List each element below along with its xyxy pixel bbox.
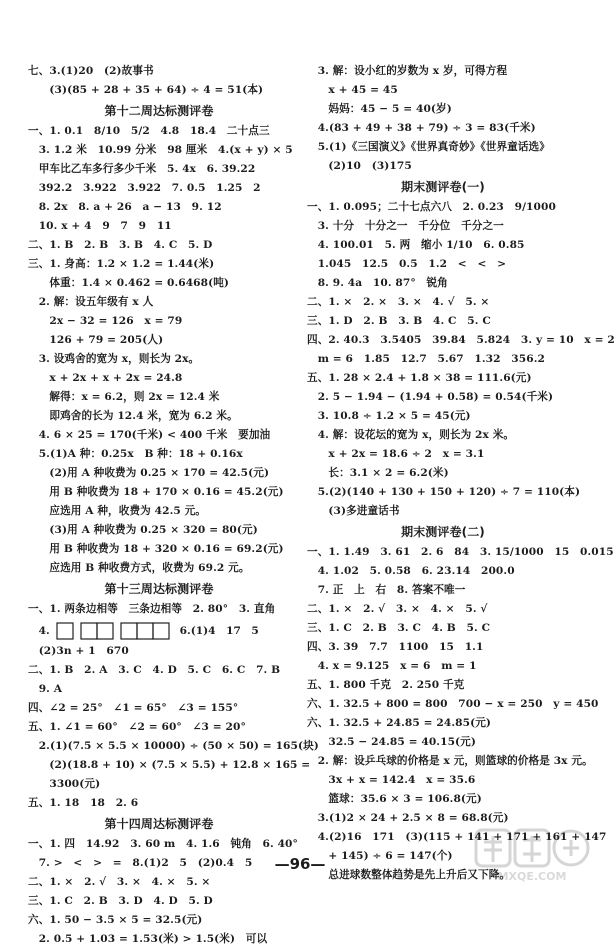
answer-line: 三、1. 身高：1.2 × 1.2 = 1.44(米) — [28, 258, 215, 270]
answer-line: 7. > < > = 8.(1)2 5 (2)0.4 5 — [28, 857, 253, 869]
answer-line: 六、1. 32.5 + 24.85 = 24.85(元) — [307, 717, 492, 729]
watermark-logo — [474, 828, 590, 892]
answer-line: 二、1. × 2. √ 3. × 4. × 5. √ — [307, 603, 488, 615]
answer-line: 392.2 3.922 3.922 7. 0.5 1.25 2 — [28, 182, 261, 194]
answer-line: 六、1. 50 − 3.5 × 5 = 32.5(元) — [28, 914, 203, 926]
answer-line: 体重：1.4 × 0.462 = 0.6468(吨) — [28, 277, 230, 289]
answer-line: 3. 解：设小红的岁数为 x 岁，可得方程 — [307, 65, 508, 77]
shape-answer-line — [28, 619, 290, 642]
section-title: 第十三周达标测评卷 — [104, 582, 214, 596]
answer-line: 4. 1.02 5. 0.58 6. 23.14 200.0 — [307, 565, 515, 577]
answer-line: 即鸡舍的长为 12.4 米，宽为 6.2 米。 — [28, 410, 238, 422]
answer-line: 5.(1)A 种：0.25x B 种：18 + 0.16x — [28, 448, 243, 460]
answer-line: 三、1. C 2. B 3. C 4. B 5. C — [307, 622, 491, 634]
answer-line: 3300(元) — [28, 778, 101, 790]
answer-line: 3x + x = 142.4 x = 35.6 — [307, 774, 476, 786]
answer-line: 2. 解：设乒乓球的价格是 x 元，则篮球的价格是 3x 元。 — [307, 755, 593, 767]
section-title: 第十四周达标测评卷 — [104, 817, 214, 831]
answer-line: 一、1. 四 14.92 3. 60 m 4. 1.6 钝角 6. 40° — [28, 838, 298, 850]
answer-line: 三、1. D 2. B 3. B 4. C 5. C — [307, 315, 491, 327]
answer-line: 一、1. 1.49 3. 61 2. 6 84 3. 15/1000 15 0.015 — [307, 546, 614, 558]
answer-line: 用 B 种收费为 18 + 170 × 0.16 = 45.2(元) — [28, 486, 284, 498]
answer-line: 五、1. 800 千克 2. 250 千克 — [307, 679, 465, 691]
answer-line: + 145) ÷ 6 = 147(个) — [307, 850, 453, 862]
answer-line: 3. 1.2 米 10.99 分米 98 厘米 4.(x + y) × 5 — [28, 144, 293, 156]
answer-line: 六、1. 32.5 + 800 = 800 700 − x = 250 y = 450 — [307, 698, 599, 710]
answer-line: 妈妈：45 − 5 = 40(岁) — [307, 103, 452, 115]
shape-answer-prefix: 4. — [28, 625, 50, 637]
answer-line: 应选用 A 种，收费为 42.5 元。 — [28, 505, 206, 517]
answer-line: (2)(18.8 + 10) × (7.5 × 5.5) + 12.8 × 165 = — [28, 759, 311, 771]
answer-line: 3. 十分 十分之一 千分位 千分之一 — [307, 220, 504, 232]
answer-line: 2. 解：设五年级有 x 人 — [28, 296, 154, 308]
answer-line: 七、3.(1)20 (2)故事书 — [28, 65, 154, 77]
page-number: —96— — [274, 855, 326, 873]
answer-line: 10. x + 4 9 7 9 11 — [28, 220, 172, 232]
answer-line: (3)用 A 种收费为 0.25 × 320 = 80(元) — [28, 524, 258, 536]
answer-line: 五、1. 18 18 2. 6 — [28, 797, 139, 809]
answer-line: 二、1. × 2. √ 3. × 4. × 5. × — [28, 876, 211, 888]
answer-line: 一、1. 两条边相等 三条边相等 2. 80° 3. 直角 — [28, 603, 276, 615]
watermark-icon — [474, 828, 590, 870]
answer-line: 三、1. C 2. B 3. D 4. D 5. D — [28, 895, 213, 907]
answer-line: 3. 10.8 ÷ 1.2 × 5 = 45(元) — [307, 410, 471, 422]
answer-line: 4. 100.01 5. 两 缩小 1/10 6. 0.85 — [307, 239, 525, 251]
shape-answer-suffix: 6.(1)4 17 5 — [179, 625, 259, 637]
answer-line: (3)多进童话书 — [307, 505, 400, 517]
answer-line: 32.5 − 24.85 = 40.15(元) — [307, 736, 476, 748]
answer-line: 8. 2x 8. a + 26 a − 13 9. 12 — [28, 201, 222, 213]
answer-line: 2.(1)(7.5 × 5.5 × 10000) ÷ (50 × 50) = 165(块) — [28, 740, 319, 752]
answer-line: 4.(83 + 49 + 38 + 79) ÷ 3 = 83(千米) — [307, 122, 536, 134]
answer-line: x + 2x = 18.6 ÷ 2 x = 3.1 — [307, 448, 485, 460]
answer-line: (2)3n + 1 670 — [28, 645, 129, 657]
answer-line: 8. 9. 4a 10. 87° 锐角 — [307, 277, 448, 289]
answer-line: 2. 5 − 1.94 − (1.94 + 0.58) = 0.54(千米) — [307, 391, 554, 403]
square-row-icon — [120, 622, 170, 640]
answer-line: 甲车比乙车多行多少千米 5. 4x 6. 39.22 — [28, 163, 256, 175]
answer-line: x + 2x + x + 2x = 24.8 — [28, 372, 183, 384]
answer-line: 一、1. 0.095；二十七点六八 2. 0.23 9/1000 — [307, 201, 556, 213]
watermark-text: MXQE.COM — [497, 870, 567, 883]
section-title: 期末测评卷(一) — [401, 180, 485, 194]
answer-line: 四、∠2 = 25° ∠1 = 65° ∠3 = 155° — [28, 702, 239, 714]
square-row-icon — [56, 622, 74, 640]
right-column — [307, 62, 615, 885]
answer-line: 1.045 12.5 0.5 1.2 < < > — [307, 258, 507, 270]
answer-line: x + 45 = 45 — [307, 84, 398, 96]
answer-line: 2. 0.5 + 1.03 = 1.53(米) > 1.5(米) 可以 — [28, 933, 268, 945]
answer-line: 篮球：35.6 × 3 = 106.8(元) — [307, 793, 482, 805]
section-title: 第十二周达标测评卷 — [104, 104, 214, 118]
answer-line: 3.(1)2 × 24 + 2.5 × 8 = 68.8(元) — [307, 812, 509, 824]
answer-line: 4. 6 × 25 = 170(千米) < 400 千米 要加油 — [28, 429, 271, 441]
answer-line: 二、1. × 2. × 3. × 4. √ 5. × — [307, 296, 490, 308]
answer-line: 总进球数整体趋势是先上升后又下降。 — [307, 869, 511, 881]
answer-line: 二、1. B 2. A 3. C 4. D 5. C 6. C 7. B — [28, 664, 281, 676]
answer-line: 解得：x = 6.2，则 2x = 12.4 米 — [28, 391, 220, 403]
answer-line: 用 B 种收费为 18 + 320 × 0.16 = 69.2(元) — [28, 543, 284, 555]
square-row-icon — [80, 622, 114, 640]
answer-line: 五、1. 28 × 2.4 + 1.8 × 38 = 111.6(元) — [307, 372, 532, 384]
answer-line: 5.(1)《三国演义》《世界真奇妙》《世界童话选》 — [307, 141, 550, 153]
answer-line: 4.(2)16 171 (3)(115 + 141 + 171 + 161 + 147 — [307, 831, 607, 843]
answer-line: 5.(2)(140 + 130 + 150 + 120) ÷ 7 = 110(本) — [307, 486, 581, 498]
answer-line: 4. x = 9.125 x = 6 m = 1 — [307, 660, 477, 672]
answer-line: 应选用 B 种收费方式，收费为 69.2 元。 — [28, 562, 250, 574]
answer-line: (3)(85 + 28 + 35 + 64) ÷ 4 = 51(本) — [28, 84, 264, 96]
answer-line: 四、2. 40.3 3.5405 39.84 5.824 3. y = 10 x = 2 — [307, 334, 615, 346]
answer-line: 9. A — [28, 683, 63, 695]
answer-line: (2)10 (3)175 — [307, 160, 412, 172]
answer-line: 2x − 32 = 126 x = 79 — [28, 315, 183, 327]
answer-line: 7. 正 上 右 8. 答案不唯一 — [307, 584, 466, 596]
matchstick-squares-figure — [56, 622, 170, 640]
answer-line: 长：3.1 × 2 = 6.2(米) — [307, 467, 449, 479]
answer-line: 4. 解：设花坛的宽为 x，则长为 2x 米。 — [307, 429, 515, 441]
answer-line: 五、1. ∠1 = 60° ∠2 = 60° ∠3 = 20° — [28, 721, 246, 733]
answer-line: 一、1. 0.1 8/10 5/2 4.8 18.4 二十点三 — [28, 125, 270, 137]
answer-line: 四、3. 39 7.7 1100 15 1.1 — [307, 641, 484, 653]
answer-line: 二、1. B 2. B 3. B 4. C 5. D — [28, 239, 213, 251]
answer-line: 3. 设鸡舍的宽为 x，则长为 2x。 — [28, 353, 200, 365]
answer-line: m = 6 1.85 12.7 5.67 1.32 356.2 — [307, 353, 545, 365]
answer-line: (2)用 A 种收费为 0.25 × 170 = 42.5(元) — [28, 467, 270, 479]
section-title: 期末测评卷(二) — [401, 525, 485, 539]
answer-line: 126 + 79 = 205(人) — [28, 334, 164, 346]
